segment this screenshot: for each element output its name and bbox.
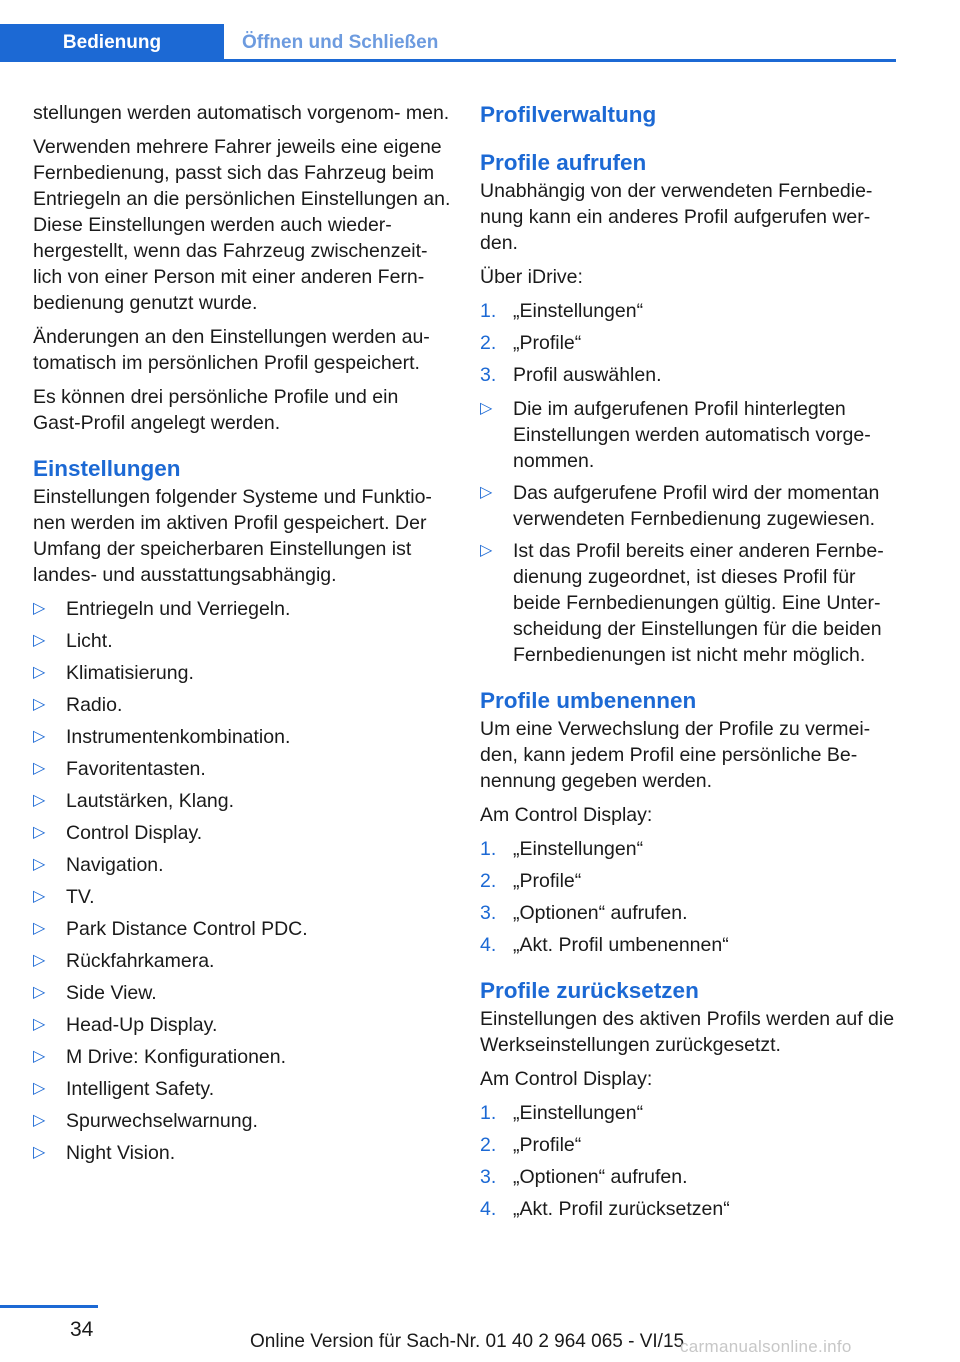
settings-bullet-list [33,596,451,1166]
paragraph: Über iDrive: [480,266,583,288]
triangle-right-icon: ▷ [33,824,46,841]
list-item-text: Ist das Profil bereits einer anderen Fernbe‐ dienung zugeordnet, ist dieses Profil für beide Fernbedienungen gültig. Eine Unter‐ scheidung der Einstellungen für die beiden Fernbedienungen ist nicht mehr möglich. [513,540,884,666]
list-item [33,660,451,686]
step-number: 2. [480,870,497,892]
triangle-right-icon: ▷ [33,920,46,937]
list-item [33,916,451,942]
list-item-text: Park Distance Control PDC. [66,918,308,940]
list-item [480,480,898,532]
step-number: 3. [480,1166,497,1188]
step-item [480,298,898,324]
triangle-right-icon: ▷ [33,1048,46,1065]
step-item [480,900,898,926]
list-item-text: M Drive: Konfigurationen. [66,1046,287,1068]
list-item-text: TV. [66,886,95,908]
header-chapter-title: Öffnen und Schließen [242,32,439,53]
list-item [33,692,451,718]
triangle-right-icon: ▷ [33,984,46,1001]
list-item-text: Night Vision. [66,1142,176,1164]
step-text: „Einstellungen“ [513,300,644,322]
list-item-text: Rückfahrkamera. [66,950,215,972]
triangle-right-icon: ▷ [33,696,46,713]
triangle-right-icon: ▷ [33,664,46,681]
paragraph: Am Control Display: [480,1068,653,1090]
list-item [33,948,451,974]
step-number: 1. [480,838,497,860]
step-item [480,932,898,958]
paragraph: Änderungen an den Einstellungen werden au‐ tomatisch im persönlichen Profil gespeichert. [33,326,430,374]
section-heading: Einstellungen [33,456,181,481]
list-item-text: Entriegeln und Verriegeln. [66,598,291,620]
list-item-text: Radio. [66,694,123,716]
step-text: „Profile“ [513,1134,582,1156]
header-rule [224,59,896,62]
triangle-right-icon: ▷ [33,1016,46,1033]
list-item-text: Spurwechselwarnung. [66,1110,258,1132]
footer-rule [0,1305,98,1308]
list-item-text: Favoritentasten. [66,758,206,780]
left-column [33,100,451,1174]
right-column [480,100,898,1230]
triangle-right-icon: ▷ [33,728,46,745]
list-item [480,396,898,474]
paragraph: Um eine Verwechslung der Profile zu vermei‐ den, kann jedem Profil eine persönliche Be‐ nennung gegeben werden. [480,718,871,792]
paragraph: Unabhängig von der verwendeten Fernbedie‐ nung kann ein anderes Profil aufgerufen wer‐ den. [480,180,873,254]
triangle-right-icon: ▷ [33,1144,46,1161]
step-item [480,1100,898,1126]
list-item [33,596,451,622]
step-list [480,836,898,958]
paragraph: Verwenden mehrere Fahrer jeweils eine eigene Fernbedienung, passt sich das Fahrzeug beim Entriegeln an die persönlichen Einstellungen an. Diese Einstellungen werden auch wieder‐ hergestellt, wenn das Fahrzeug zwischenzeit‐ lich von einer Person mit einer anderen Fern‐ bedienung genutzt wurde. [33,136,451,314]
list-item-text: Control Display. [66,822,203,844]
step-text: „Einstellungen“ [513,1102,644,1124]
list-item-text: Head-Up Display. [66,1014,218,1036]
section-heading: Profile aufrufen [480,150,647,175]
triangle-right-icon: ▷ [33,792,46,809]
step-list [480,1100,898,1222]
step-number: 1. [480,300,497,322]
list-item-text: Das aufgerufene Profil wird der momentan verwendeten Fernbedienung zugewiesen. [513,482,880,530]
paragraph: stellungen werden automatisch vorgenom‐ men. [33,102,450,124]
triangle-right-icon: ▷ [33,760,46,777]
paragraph: Es können drei persönliche Profile und ein Gast-Profil angelegt werden. [33,386,399,434]
list-item-text: Navigation. [66,854,164,876]
step-text: „Akt. Profil umbenennen“ [513,934,729,956]
chapter-heading: Profilverwaltung [480,102,657,127]
list-item [33,1076,451,1102]
section-heading: Profile umbenennen [480,688,697,713]
list-item [33,756,451,782]
triangle-right-icon: ▷ [33,632,46,649]
list-item-text: Instrumentenkombination. [66,726,291,748]
list-item [33,820,451,846]
section-profile-zuruecksetzen [480,976,898,1222]
list-item [33,1012,451,1038]
step-text: „Optionen“ aufrufen. [513,902,688,924]
step-item [480,362,898,388]
step-number: 3. [480,902,497,924]
header-section-tab: Bedienung [0,24,224,62]
step-number: 4. [480,1198,497,1220]
step-text: „Optionen“ aufrufen. [513,1166,688,1188]
triangle-right-icon: ▷ [480,542,493,559]
paragraph: Einstellungen des aktiven Profils werden auf die Werkseinstellungen zurückgesetzt. [480,1008,895,1056]
triangle-right-icon: ▷ [33,600,46,617]
step-number: 1. [480,1102,497,1124]
triangle-right-icon: ▷ [480,484,493,501]
list-item-text: Die im aufgerufenen Profil hinterlegten Einstellungen werden automatisch vorge‐ nommen. [513,398,871,472]
triangle-right-icon: ▷ [33,952,46,969]
step-item [480,1196,898,1222]
step-number: 4. [480,934,497,956]
list-item [33,724,451,750]
list-item [33,788,451,814]
triangle-right-icon: ▷ [33,1112,46,1129]
section-profile-aufrufen [480,148,898,668]
section-profile-umbenennen [480,686,898,958]
triangle-right-icon: ▷ [33,856,46,873]
step-list [480,298,898,388]
list-item [33,980,451,1006]
result-list [480,396,898,668]
step-item [480,330,898,356]
list-item-text: Lautstärken, Klang. [66,790,235,812]
list-item-text: Intelligent Safety. [66,1078,215,1100]
step-item [480,1132,898,1158]
triangle-right-icon: ▷ [33,888,46,905]
step-text: „Profile“ [513,870,582,892]
step-text: Profil auswählen. [513,364,662,386]
step-item [480,1164,898,1190]
step-item [480,836,898,862]
list-item-text: Licht. [66,630,113,652]
list-item-text: Side View. [66,982,157,1004]
section-heading: Profile zurücksetzen [480,978,699,1003]
watermark: carmanualsonline.info [680,1337,852,1356]
step-number: 2. [480,332,497,354]
paragraph: Einstellungen folgender Systeme und Funktio‐ nen werden im aktiven Profil gespeichert. Der Umfang der speicherbaren Einstellungen ist landes- und ausstattungsabhängig. [33,486,432,586]
step-text: „Akt. Profil zurücksetzen“ [513,1198,730,1220]
step-number: 2. [480,1134,497,1156]
list-item-text: Klimatisierung. [66,662,194,684]
triangle-right-icon: ▷ [33,1080,46,1097]
list-item [33,1140,451,1166]
page-header [0,24,896,62]
list-item [33,1108,451,1134]
list-item [33,852,451,878]
list-item [33,1044,451,1070]
list-item [33,628,451,654]
step-text: „Einstellungen“ [513,838,644,860]
triangle-right-icon: ▷ [480,400,493,417]
section-einstellungen [33,454,451,1166]
step-number: 3. [480,364,497,386]
list-item [480,538,898,668]
paragraph: Am Control Display: [480,804,653,826]
step-text: „Profile“ [513,332,582,354]
step-item [480,868,898,894]
list-item [33,884,451,910]
online-version-note: Online Version für Sach-Nr. 01 40 2 964 065 - VI/15 [250,1331,685,1352]
page-number: 34 [70,1318,94,1341]
